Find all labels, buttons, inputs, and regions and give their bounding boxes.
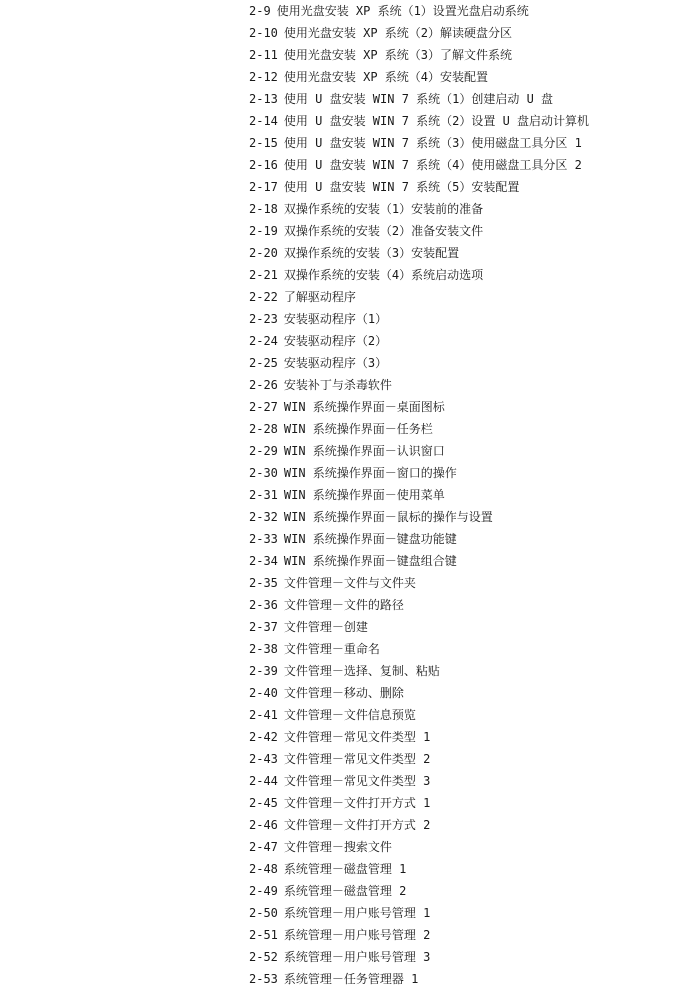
toc-entry xyxy=(249,44,589,66)
toc-entry-title: 文件管理－常见文件类型 1 xyxy=(283,730,431,744)
toc-entry xyxy=(249,836,589,858)
toc-entry-title: 双操作系统的安装（3）安装配置 xyxy=(283,246,460,260)
table-of-contents xyxy=(249,0,589,990)
toc-entry xyxy=(249,176,589,198)
toc-entry-title: 双操作系统的安装（2）准备安装文件 xyxy=(283,224,484,238)
toc-entry xyxy=(249,528,589,550)
toc-entry-title: 文件管理－搜索文件 xyxy=(283,840,392,854)
toc-entry-number: 2-37 xyxy=(249,620,278,634)
toc-entry xyxy=(249,726,589,748)
toc-entry xyxy=(249,396,589,418)
toc-entry-title: 使用 U 盘安装 WIN 7 系统（4）使用磁盘工具分区 2 xyxy=(283,158,582,172)
toc-entry xyxy=(249,792,589,814)
toc-entry-title: WIN 系统操作界面－键盘功能键 xyxy=(283,532,457,546)
toc-entry-number: 2-52 xyxy=(249,950,278,964)
toc-entry xyxy=(249,550,589,572)
toc-entry-title: 文件管理－重命名 xyxy=(283,642,380,656)
toc-entry xyxy=(249,264,589,286)
toc-entry-number: 2-10 xyxy=(249,26,278,40)
toc-entry-number: 2-48 xyxy=(249,862,278,876)
toc-entry-title: 使用光盘安装 XP 系统（4）安装配置 xyxy=(283,70,489,84)
toc-entry-title: 文件管理－创建 xyxy=(283,620,368,634)
toc-entry-number: 2-45 xyxy=(249,796,278,810)
toc-entry-title: WIN 系统操作界面－键盘组合键 xyxy=(283,554,457,568)
toc-entry-number: 2-11 xyxy=(249,48,278,62)
toc-entry-number: 2-31 xyxy=(249,488,278,502)
toc-entry xyxy=(249,88,589,110)
toc-entry xyxy=(249,572,589,594)
toc-entry xyxy=(249,946,589,968)
toc-entry-number: 2-43 xyxy=(249,752,278,766)
toc-entry xyxy=(249,220,589,242)
toc-entry-number: 2-33 xyxy=(249,532,278,546)
toc-entry-number: 2-23 xyxy=(249,312,278,326)
toc-entry-title: WIN 系统操作界面－使用菜单 xyxy=(283,488,445,502)
toc-entry-title: 文件管理－移动、删除 xyxy=(283,686,404,700)
toc-entry xyxy=(249,484,589,506)
toc-entry xyxy=(249,748,589,770)
toc-entry-title: 文件管理－文件与文件夹 xyxy=(283,576,416,590)
toc-entry xyxy=(249,330,589,352)
toc-entry-title: WIN 系统操作界面－桌面图标 xyxy=(283,400,445,414)
toc-entry xyxy=(249,902,589,924)
toc-entry xyxy=(249,462,589,484)
toc-entry-number: 2-41 xyxy=(249,708,278,722)
toc-entry-title: 文件管理－文件信息预览 xyxy=(283,708,416,722)
toc-entry-title: 安装驱动程序（1） xyxy=(283,312,388,326)
toc-entry-number: 2-18 xyxy=(249,202,278,216)
toc-entry xyxy=(249,638,589,660)
toc-entry-title: 文件管理－常见文件类型 3 xyxy=(283,774,431,788)
toc-entry-title: 使用光盘安装 XP 系统（2）解读硬盘分区 xyxy=(283,26,513,40)
toc-entry xyxy=(249,880,589,902)
toc-entry-number: 2-29 xyxy=(249,444,278,458)
toc-entry-number: 2-27 xyxy=(249,400,278,414)
toc-entry xyxy=(249,858,589,880)
toc-entry-title: 使用光盘安装 XP 系统（1）设置光盘启动系统 xyxy=(276,4,529,18)
toc-entry xyxy=(249,770,589,792)
toc-entry xyxy=(249,154,589,176)
toc-entry-number: 2-30 xyxy=(249,466,278,480)
toc-entry-number: 2-42 xyxy=(249,730,278,744)
toc-entry xyxy=(249,968,589,990)
toc-entry-title: 系统管理－用户账号管理 2 xyxy=(283,928,431,942)
toc-entry xyxy=(249,660,589,682)
toc-entry-number: 2-46 xyxy=(249,818,278,832)
toc-entry-title: 系统管理－用户账号管理 1 xyxy=(283,906,431,920)
toc-entry-title: WIN 系统操作界面－任务栏 xyxy=(283,422,433,436)
toc-entry xyxy=(249,616,589,638)
toc-entry-number: 2-28 xyxy=(249,422,278,436)
toc-entry-title: 安装驱动程序（2） xyxy=(283,334,388,348)
toc-entry xyxy=(249,682,589,704)
toc-entry xyxy=(249,352,589,374)
toc-entry-number: 2-35 xyxy=(249,576,278,590)
toc-entry-title: WIN 系统操作界面－认识窗口 xyxy=(283,444,445,458)
toc-entry-number: 2-20 xyxy=(249,246,278,260)
toc-entry-number: 2-39 xyxy=(249,664,278,678)
toc-entry-number: 2-32 xyxy=(249,510,278,524)
toc-entry-title: 了解驱动程序 xyxy=(283,290,356,304)
toc-entry-number: 2-15 xyxy=(249,136,278,150)
toc-entry-number: 2-21 xyxy=(249,268,278,282)
toc-entry xyxy=(249,242,589,264)
toc-entry-number: 2-34 xyxy=(249,554,278,568)
toc-entry xyxy=(249,594,589,616)
toc-entry-number: 2-17 xyxy=(249,180,278,194)
toc-entry-title: 安装驱动程序（3） xyxy=(283,356,388,370)
toc-entry-number: 2-25 xyxy=(249,356,278,370)
toc-entry-number: 2-38 xyxy=(249,642,278,656)
toc-entry xyxy=(249,704,589,726)
toc-entry-number: 2-50 xyxy=(249,906,278,920)
toc-entry xyxy=(249,198,589,220)
toc-entry xyxy=(249,132,589,154)
toc-entry-number: 2-47 xyxy=(249,840,278,854)
toc-entry-title: 安装补丁与杀毒软件 xyxy=(283,378,392,392)
toc-entry-number: 2-44 xyxy=(249,774,278,788)
toc-entry xyxy=(249,308,589,330)
toc-entry-number: 2-36 xyxy=(249,598,278,612)
toc-entry xyxy=(249,286,589,308)
toc-entry-number: 2-40 xyxy=(249,686,278,700)
toc-entry-title: 双操作系统的安装（1）安装前的准备 xyxy=(283,202,484,216)
toc-entry-title: 文件管理－常见文件类型 2 xyxy=(283,752,431,766)
toc-entry-title: WIN 系统操作界面－窗口的操作 xyxy=(283,466,457,480)
toc-entry xyxy=(249,22,589,44)
toc-entry-number: 2-53 xyxy=(249,972,278,986)
toc-entry-number: 2-26 xyxy=(249,378,278,392)
toc-entry xyxy=(249,814,589,836)
toc-entry-title: 系统管理－任务管理器 1 xyxy=(283,972,419,986)
toc-entry-number: 2-9 xyxy=(249,4,271,18)
toc-entry-number: 2-24 xyxy=(249,334,278,348)
toc-entry-title: 文件管理－文件的路径 xyxy=(283,598,404,612)
toc-entry-number: 2-13 xyxy=(249,92,278,106)
toc-entry-title: 文件管理－文件打开方式 2 xyxy=(283,818,431,832)
toc-entry-number: 2-16 xyxy=(249,158,278,172)
toc-entry xyxy=(249,418,589,440)
toc-entry-title: 文件管理－选择、复制、粘贴 xyxy=(283,664,440,678)
toc-entry-title: 使用 U 盘安装 WIN 7 系统（1）创建启动 U 盘 xyxy=(283,92,554,106)
toc-entry-title: 双操作系统的安装（4）系统启动选项 xyxy=(283,268,484,282)
toc-entry-title: 文件管理－文件打开方式 1 xyxy=(283,796,431,810)
toc-entry xyxy=(249,0,589,22)
toc-entry-title: WIN 系统操作界面－鼠标的操作与设置 xyxy=(283,510,493,524)
toc-entry-number: 2-12 xyxy=(249,70,278,84)
toc-entry xyxy=(249,110,589,132)
toc-entry-title: 系统管理－磁盘管理 2 xyxy=(283,884,407,898)
toc-entry xyxy=(249,374,589,396)
toc-entry-title: 使用 U 盘安装 WIN 7 系统（3）使用磁盘工具分区 1 xyxy=(283,136,582,150)
toc-entry-number: 2-22 xyxy=(249,290,278,304)
toc-entry-title: 系统管理－用户账号管理 3 xyxy=(283,950,431,964)
toc-entry xyxy=(249,66,589,88)
toc-entry-title: 使用 U 盘安装 WIN 7 系统（5）安装配置 xyxy=(283,180,520,194)
toc-entry-number: 2-51 xyxy=(249,928,278,942)
toc-entry xyxy=(249,506,589,528)
toc-entry-number: 2-14 xyxy=(249,114,278,128)
toc-entry-number: 2-49 xyxy=(249,884,278,898)
toc-entry-title: 使用 U 盘安装 WIN 7 系统（2）设置 U 盘启动计算机 xyxy=(283,114,590,128)
toc-entry-title: 系统管理－磁盘管理 1 xyxy=(283,862,407,876)
toc-entry xyxy=(249,924,589,946)
toc-entry-number: 2-19 xyxy=(249,224,278,238)
toc-entry-title: 使用光盘安装 XP 系统（3）了解文件系统 xyxy=(283,48,513,62)
toc-entry xyxy=(249,440,589,462)
